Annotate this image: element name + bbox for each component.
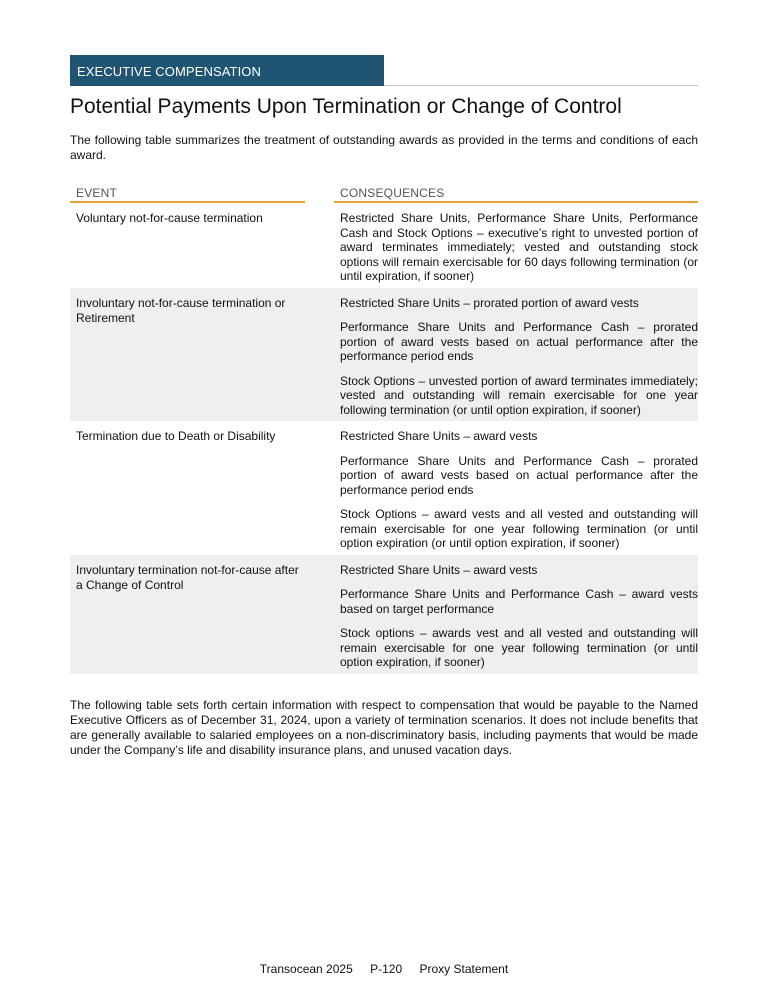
section-divider	[384, 85, 698, 86]
consequence-item: Stock options – awards vest and all vested and outstanding will remain exercisable for one year following termination (or until option expiration, if sooner)	[340, 626, 698, 669]
event-column-header: EVENT	[76, 186, 118, 200]
intro-paragraph: The following table summarizes the treatment of outstanding awards as provided in the terms and conditions of each award.	[70, 133, 698, 162]
footer-company: Transocean 2025	[259, 962, 353, 976]
consequence-item: Stock Options – award vests and all vested and outstanding will remain exercisable for one year following termination (or until option expiration (or until option expiration, if sooner)	[340, 507, 698, 550]
consequences-cell	[334, 555, 698, 674]
consequences-column-header: CONSEQUENCES	[340, 186, 445, 200]
consequence-item: Restricted Share Units – award vests	[340, 429, 538, 443]
table-row	[70, 555, 698, 674]
outro-paragraph: The following table sets forth certain information with respect to compensation that would be payable to the Named Executive Officers as of December 31, 2024, upon a variety of termination scenarios. It does not include benefits that are generally available to salaried employees on a non-discriminatory basis, including payments that would be made under the Company’s life and disability insurance plans, and unused vacation days.	[70, 698, 698, 757]
event-cell: Voluntary not-for-cause termination	[76, 211, 263, 225]
consequence-item: Performance Share Units and Performance Cash – prorated portion of award vests based on actual performance after the performance period ends	[340, 453, 698, 497]
consequence-item: Restricted Share Units, Performance Share Units, Performance Cash and Stock Options – executive’s right to unvested portion of award terminates immediately; vested and outstanding stock options will remain exercisable for 60 days following termination (or until expiration, if sooner)	[340, 211, 698, 283]
table-row	[70, 421, 698, 555]
consequence-item: Restricted Share Units – award vests	[340, 562, 538, 577]
consequences-cell	[334, 288, 698, 422]
footer-page-number: P-120	[370, 962, 403, 976]
treatment-table	[70, 185, 698, 674]
event-cell: Involuntary not-for-cause termination or Retirement	[76, 295, 286, 325]
table-row	[70, 288, 698, 422]
section-label: EXECUTIVE COMPENSATION	[70, 55, 384, 86]
consequence-item: Restricted Share Units – prorated portion of award vests	[340, 295, 639, 310]
consequences-cell	[334, 421, 698, 555]
consequence-item: Stock Options – unvested portion of award terminates immediately; vested and outstanding will remain exercisable for one year following termination (or until option expiration, if sooner)	[340, 373, 698, 417]
event-header-rule	[70, 201, 305, 203]
consequences-cell	[334, 203, 698, 288]
consequence-item: Performance Share Units and Performance Cash – award vests based on target performance	[340, 587, 698, 616]
event-cell: Termination due to Death or Disability	[76, 429, 276, 443]
table-row	[70, 203, 698, 288]
table-header	[70, 185, 698, 203]
consequence-item: Performance Share Units and Performance Cash – prorated portion of award vests based on actual performance after the performance period ends	[340, 320, 698, 363]
event-cell: Involuntary termination not-for-cause after a Change of Control	[76, 562, 299, 592]
page-footer	[0, 962, 768, 976]
page-title: Potential Payments Upon Termination or Change of Control	[70, 95, 622, 118]
consequences-header-rule	[334, 201, 698, 203]
footer-document: Proxy Statement	[419, 962, 509, 976]
